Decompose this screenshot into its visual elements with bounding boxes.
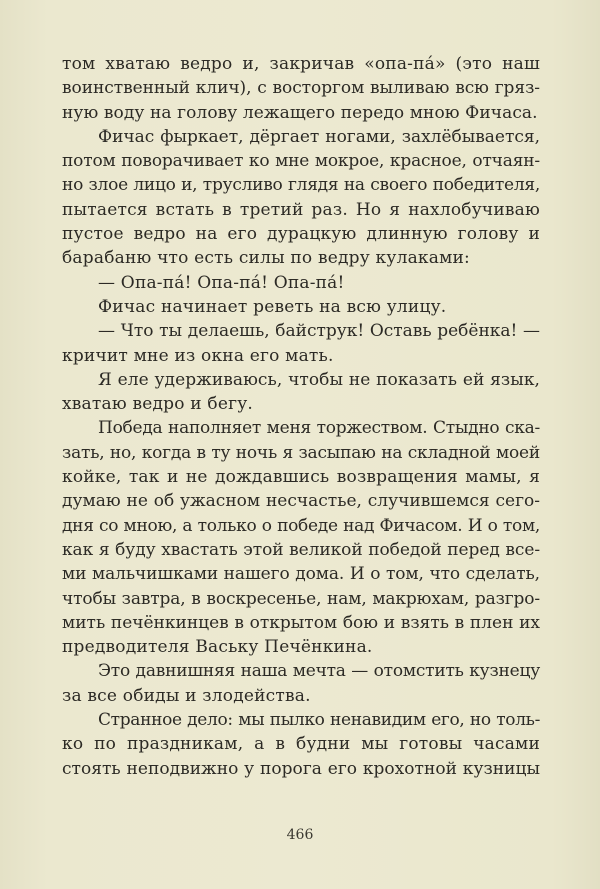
text-line: хватаю ведро и бегу. <box>62 394 253 415</box>
text-line: пустое ведро на его дурацкую длинную голову и <box>62 224 540 245</box>
text-line: чтобы завтра, в воскресенье, нам, макрюхам, разгро- <box>62 588 540 609</box>
text-line: за все обиды и злодейства. <box>62 685 311 706</box>
text-line: ми мальчишками нашего дома. И о том, что сделать, <box>62 564 540 585</box>
text-line: Фичас фыркает, дёргает ногами, захлёбывается, <box>98 126 540 147</box>
text-line: дня со мною, а только о победе над Фичасом. И о том, <box>62 515 540 536</box>
text-line: — Что ты делаешь, байструк! Оставь ребёнка! — <box>98 321 540 342</box>
text-line: мить печёнкинцев в открытом бою и взять в плен их <box>62 612 540 633</box>
text-line: думаю не об ужасном несчастье, случившемся сего- <box>62 491 540 512</box>
text-line: койке, так и не дождавшись возвращения мамы, я <box>62 467 540 488</box>
text-line: барабаню что есть силы по ведру кулаками: <box>62 248 470 269</box>
text-line: Это давнишняя наша мечта — отомстить кузнецу <box>98 661 540 682</box>
text-line: воинственный клич), с восторгом выливаю всю гряз- <box>62 78 540 99</box>
text-line: ную воду на голову лежащего передо мною Фичаса. <box>62 102 538 123</box>
text-line: Фичас начинает реветь на всю улицу. <box>98 296 447 317</box>
text-line: Странное дело: мы пылко ненавидим его, но толь- <box>98 710 540 731</box>
text-line: кричит мне из окна его мать. <box>62 345 334 366</box>
text-line: Я еле удерживаюсь, чтобы не показать ей язык, <box>98 369 540 390</box>
text-line: — Опа-па́! Опа-па́! Опа-па́! <box>98 272 345 293</box>
body-text <box>62 52 540 781</box>
text-line: но злое лицо и, трусливо глядя на своего победителя, <box>62 175 540 196</box>
text-line: как я буду хвастать этой великой победой перед все- <box>62 539 540 560</box>
text-line: потом поворачивает ко мне мокрое, красное, отчаян- <box>62 151 540 172</box>
text-line: пытается встать в третий раз. Но я нахлобучиваю <box>62 199 540 220</box>
text-line: Победа наполняет меня торжеством. Стыдно ска- <box>98 418 540 439</box>
text-line: том хватаю ведро и, закричав «опа-па́» (это наш <box>62 54 540 74</box>
text-line: ко по праздникам, а в будни мы готовы часами <box>62 734 540 755</box>
text-line: предводителя Ваську Печёнкина. <box>62 637 373 658</box>
text-line: стоять неподвижно у порога его крохотной кузницы <box>62 758 540 779</box>
text-line: зать, но, когда в ту ночь я засыпаю на складной моей <box>62 442 540 463</box>
page-number: 466 <box>286 827 314 843</box>
